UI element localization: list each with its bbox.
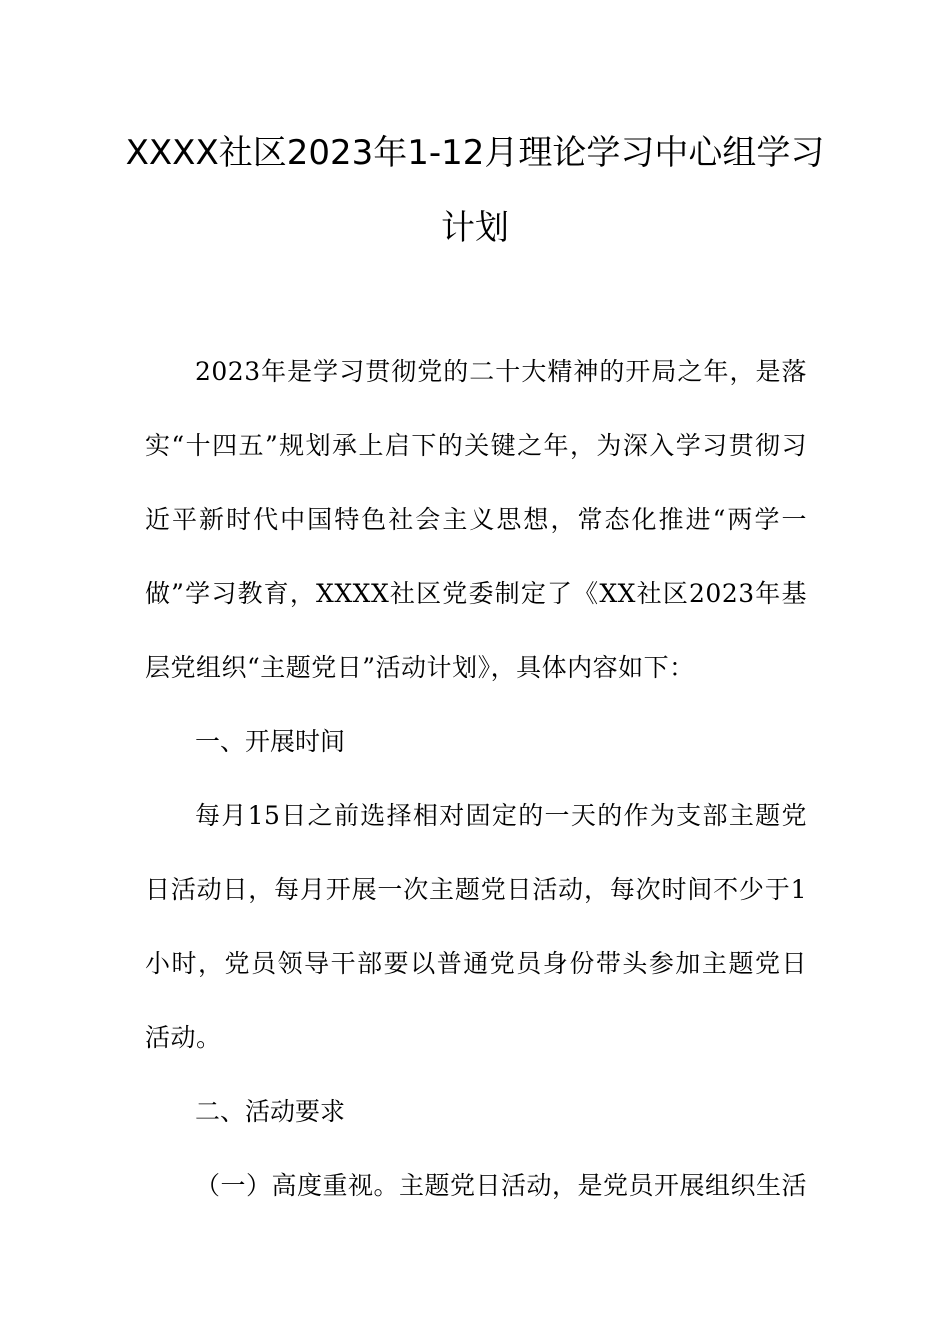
document-title-line-1: XXXX社区2023年1-12月理论学习中心组学习 — [125, 133, 825, 173]
schedule-paragraph: 每月15日之前选择相对固定的一天的作为支部主题党日活动日，每月开展一次主题党日活动，每次时间不少于1小时，党员领导干部要以普通党员身份带头参加主题党日活动。 — [145, 801, 807, 1052]
section-heading-requirements: 二、活动要求 — [195, 1097, 346, 1126]
section-heading-schedule: 一、开展时间 — [195, 727, 346, 756]
document-body — [145, 335, 807, 1223]
document-title-line-2: 计划 — [441, 208, 509, 248]
requirements-paragraph: （一）高度重视。主题党日活动，是党员开展组织生活 — [195, 1171, 808, 1200]
intro-paragraph: 2023年是学习贯彻党的二十大精神的开局之年，是落实“十四五”规划承上启下的关键之年，为深入学习贯彻习近平新时代中国特色社会主义思想，常态化推进“两学一做”学习教育，XXXX社区党委制定了《XX社区2023年基层党组织“主题党日”活动计划》，具体内容如下： — [145, 357, 807, 682]
